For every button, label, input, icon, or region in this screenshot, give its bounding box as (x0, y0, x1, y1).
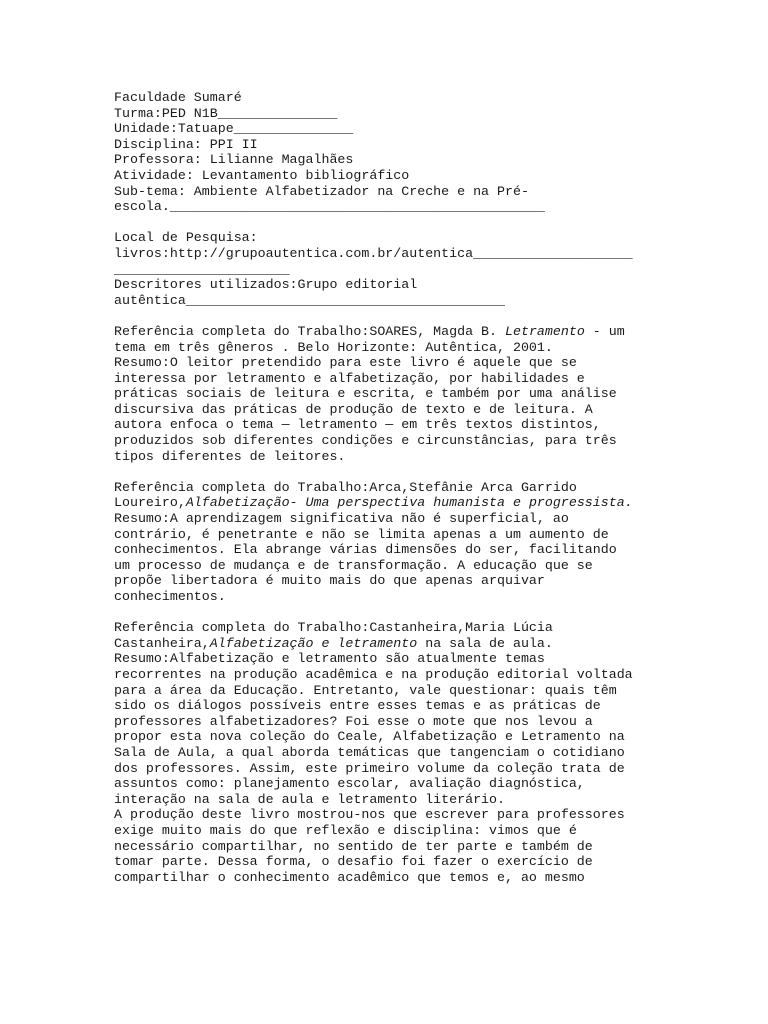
spacer (114, 215, 674, 231)
summary-line: exige muito mais do que reflexão e disciplina: vimos que é (114, 822, 577, 838)
descriptors-line: Descritores utilizados:Grupo editorial (114, 277, 418, 293)
reference-summary (114, 355, 674, 464)
reference-block-1 (114, 324, 674, 464)
summary-line: Sala de Aula, a qual aborda temáticas que tangenciam o cotidiano (114, 744, 625, 760)
summary-line: para a área da Educação. Entretanto, vale questionar: quais têm (114, 682, 617, 698)
summary-line: professores alfabetizadores? Foi esse o mote que nos levou a (114, 713, 593, 729)
search-block (114, 230, 674, 308)
book-title: Alfabetização e letramento (209, 635, 418, 651)
summary-line: discursiva das práticas de produção de texto e de leitura. A (114, 401, 593, 417)
spacer (114, 605, 674, 621)
summary-line: dos professores. Assim, este primeiro volume da coleção trata de (114, 760, 625, 776)
professor-line: Professora: Lilianne Magalhães (114, 152, 354, 168)
reference-citation: Referência completa do Trabalho:Castanheira,Maria Lúcia (114, 620, 553, 636)
reference-summary (114, 651, 674, 885)
summary-line: contrário, é penetrante e não se limita apenas a um aumento de (114, 526, 609, 542)
summary-line: necessário compartilhar, no sentido de ter parte e também de (114, 838, 593, 854)
spacer (114, 464, 674, 480)
summary-line: assuntos como: planejamento escolar, avaliação diagnóstica, (114, 776, 585, 792)
summary-line: tipos diferentes de leitores. (114, 448, 346, 464)
subtheme-line: Sub-tema: Ambiente Alfabetizador na Creche e na Pré- (114, 183, 529, 199)
book-title: Alfabetização- Uma perspectiva humanista e progressista. (185, 495, 633, 511)
summary-line: produzidos sob diferentes condições e circunstâncias, para três (114, 433, 617, 449)
book-title: Letramento (505, 323, 585, 339)
summary-line: propor esta nova coleção do Ceale, Alfabetização e Letramento na (114, 729, 625, 745)
summary-line: Resumo:O leitor pretendido para este livro é aquele que se (114, 355, 577, 371)
reference-citation-cont: Loureiro,Alfabetização- Uma perspectiva humanista e progressista. (114, 495, 633, 511)
summary-line: Resumo:A aprendizagem significativa não é superficial, ao (114, 511, 569, 527)
summary-line: recorrentes na produção acadêmica e na produção editorial voltada (114, 666, 633, 682)
header-block (114, 90, 674, 215)
summary-line: conhecimentos. (114, 589, 226, 604)
summary-line: compartilhar o conhecimento acadêmico que temos e, ao mesmo (114, 869, 585, 885)
summary-line: tomar parte. Dessa forma, o desafio foi fazer o exercício de (114, 854, 593, 870)
descriptors-line-cont: autêntica________________________________________ (114, 292, 505, 308)
reference-citation: Referência completa do Trabalho:Arca,Stefânie Arca Garrido (114, 479, 577, 495)
discipline-line: Disciplina: PPI II (114, 136, 258, 152)
search-url-line-cont: ______________________ (114, 261, 290, 277)
summary-line: sido os diálogos possíveis entre esses temas e as práticas de (114, 698, 601, 714)
summary-line: autora enfoca o tema — letramento — em três textos distintos, (114, 417, 601, 433)
reference-citation-cont: Castanheira,Alfabetização e letramento na sala de aula. (114, 635, 553, 651)
summary-line: propõe libertadora é muito mais do que apenas arquivar (114, 573, 545, 589)
unit-line: Unidade:Tatuape_______________ (114, 121, 354, 137)
reference-block-3 (114, 620, 674, 885)
class-line: Turma:PED N1B_______________ (114, 105, 338, 121)
subtheme-line-cont: escola._______________________________________________ (114, 199, 545, 215)
summary-line: práticas sociais de leitura e escrita, e também por uma análise (114, 386, 617, 402)
summary-line: um processo de mudança e de transformação. A educação que se (114, 557, 593, 573)
reference-block-2 (114, 480, 674, 605)
reference-citation: Referência completa do Trabalho:SOARES, Magda B. Letramento - um (114, 323, 625, 339)
summary-line: Resumo:Alfabetização e letramento são atualmente temas (114, 651, 545, 667)
institution-line: Faculdade Sumaré (114, 90, 242, 105)
document-body (114, 90, 674, 885)
reference-citation-cont: tema em três gêneros . Belo Horizonte: Autêntica, 2001. (114, 339, 553, 355)
summary-line: A produção deste livro mostrou-nos que escrever para professores (114, 807, 625, 823)
search-location-label: Local de Pesquisa: (114, 230, 258, 246)
summary-line: conhecimentos. Ela abrange várias dimensões do ser, facilitando (114, 542, 617, 558)
summary-line: interessa por letramento e alfabetização, por habilidades e (114, 370, 585, 386)
summary-line: interação na sala de aula e letramento literário. (114, 791, 505, 807)
spacer (114, 308, 674, 324)
search-url-line: livros:http://grupoautentica.com.br/autentica____________________ (114, 245, 633, 261)
reference-summary (114, 511, 674, 605)
activity-line: Atividade: Levantamento bibliográfico (114, 167, 410, 183)
